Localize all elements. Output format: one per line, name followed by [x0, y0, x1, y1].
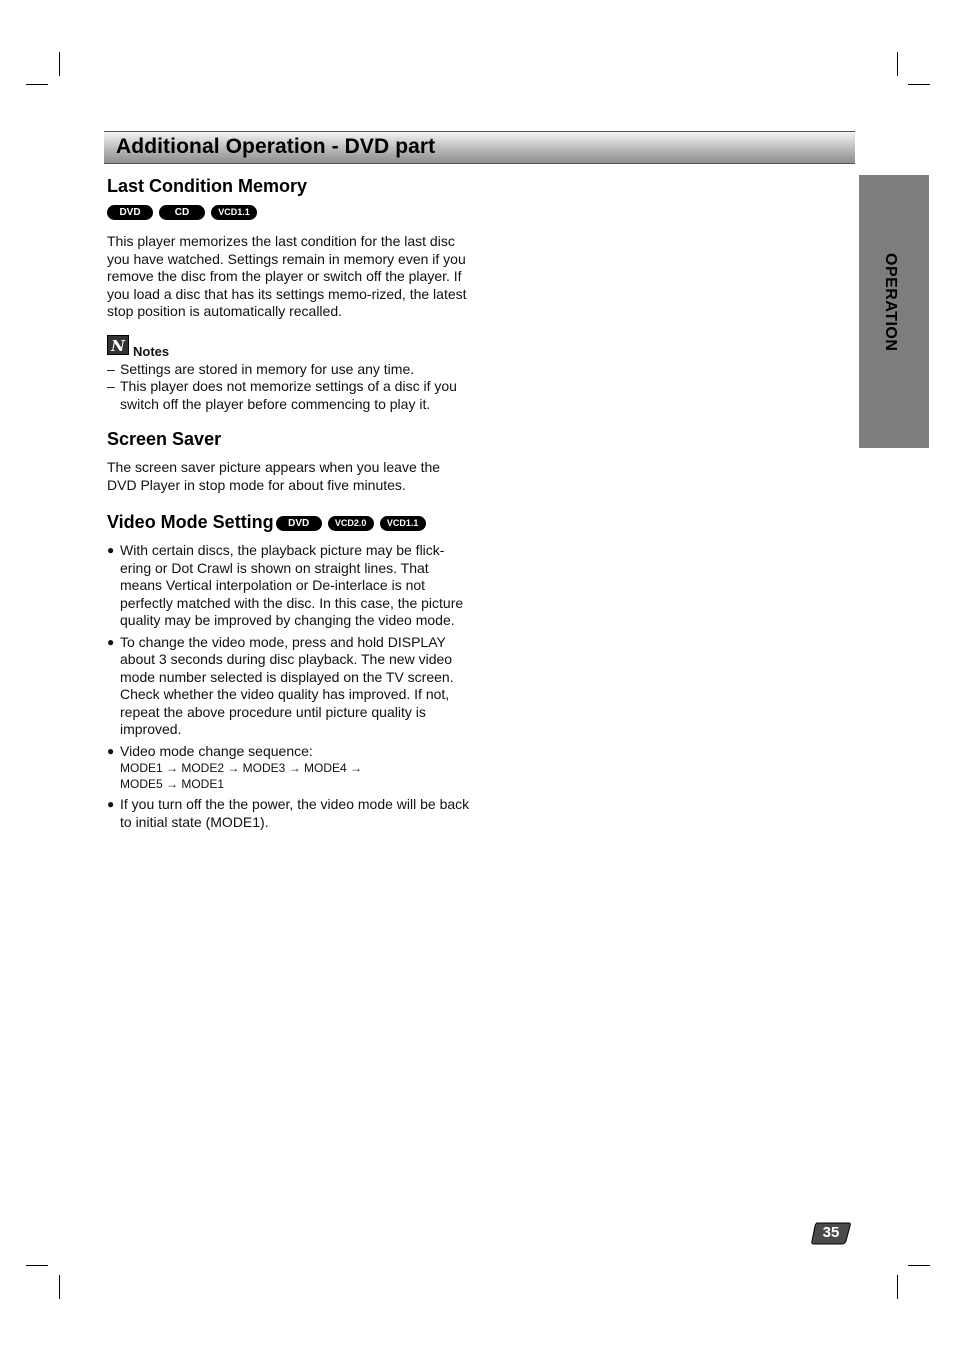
bullet-icon: ● [107, 543, 115, 557]
notes-header [107, 335, 472, 361]
disc-badges [107, 204, 472, 220]
mode-sequence-line: MODE1 → MODE2 → MODE3 → MODE4 → [120, 761, 363, 775]
badge-dvd: DVD [276, 516, 322, 531]
badge-cd: CD [159, 205, 205, 220]
mode-sequence-line: MODE5 → MODE1 [120, 777, 225, 791]
crop-mark [26, 1265, 48, 1266]
list-item [107, 634, 472, 739]
notes-icon: N [107, 335, 129, 355]
bullet-icon: ● [107, 743, 115, 758]
list-item [107, 542, 472, 630]
page-number: 35 [822, 1224, 840, 1241]
side-tab-label: OPERATION [882, 253, 899, 352]
crop-mark [908, 1265, 930, 1266]
bullet-icon: ● [107, 634, 115, 649]
content-column [107, 176, 472, 835]
note-item: – This player does not memorize settings of a disc if you switch off the player before commencing to play it. [107, 378, 475, 413]
list-item-text: To change the video mode, press and hold DISPLAY about 3 seconds during disc playback. The new video mode number selected is displayed on the TV screen. Check whether the video quality has improved. If not, repeat the above procedure until picture quality is improved. [120, 633, 454, 737]
list-item-text: With certain discs, the playback picture may be flick-ering or Dot Crawl is shown on straight lines. That means Vertical interpolation or De-interlace is not perfectly matched with the disc. In this case, the picture quality may be improved by changing the video mode. [120, 542, 464, 628]
last-condition-body: This player memorizes the last condition for the last disc you have watched. Settings remain in memory even if you remove the disc from the player or switch off the player. If you load a disc that has its settings memo-rized, the latest stop position is automatically recalled. [107, 233, 467, 319]
section-heading-screen-saver: Screen Saver [107, 429, 222, 449]
crop-mark [59, 52, 60, 76]
badge-vcd20: VCD2.0 [328, 516, 374, 531]
list-item-text: If you turn off the the power, the video mode will be back to initial state (MODE1). [120, 796, 470, 830]
bullet-icon: ● [107, 797, 115, 811]
badge-dvd: DVD [107, 205, 153, 220]
video-mode-list [107, 542, 472, 831]
crop-mark [908, 84, 930, 85]
section-heading-video-mode: Video Mode Setting [107, 512, 274, 532]
section-heading-last-condition: Last Condition Memory [107, 176, 308, 196]
crop-mark [897, 1275, 898, 1299]
screen-saver-body: The screen saver picture appears when you leave the DVD Player in stop mode for about five minutes. [107, 459, 441, 493]
crop-mark [26, 84, 48, 85]
list-item-text: Video mode change sequence: [120, 742, 313, 759]
section-side-tab [859, 175, 929, 448]
video-mode-heading-row [107, 512, 472, 536]
page-title: Additional Operation - DVD part [116, 135, 436, 158]
badge-vcd11: VCD1.1 [380, 516, 426, 531]
page-number-badge [811, 1221, 851, 1245]
note-item: – Settings are stored in memory for use any time. [107, 361, 475, 379]
list-item [107, 796, 472, 831]
list-item [107, 743, 472, 793]
badge-vcd11: VCD1.1 [211, 205, 257, 220]
crop-mark [59, 1275, 60, 1299]
notes-label: Notes [133, 343, 170, 359]
crop-mark [897, 52, 898, 76]
page-header-bar [104, 131, 855, 164]
